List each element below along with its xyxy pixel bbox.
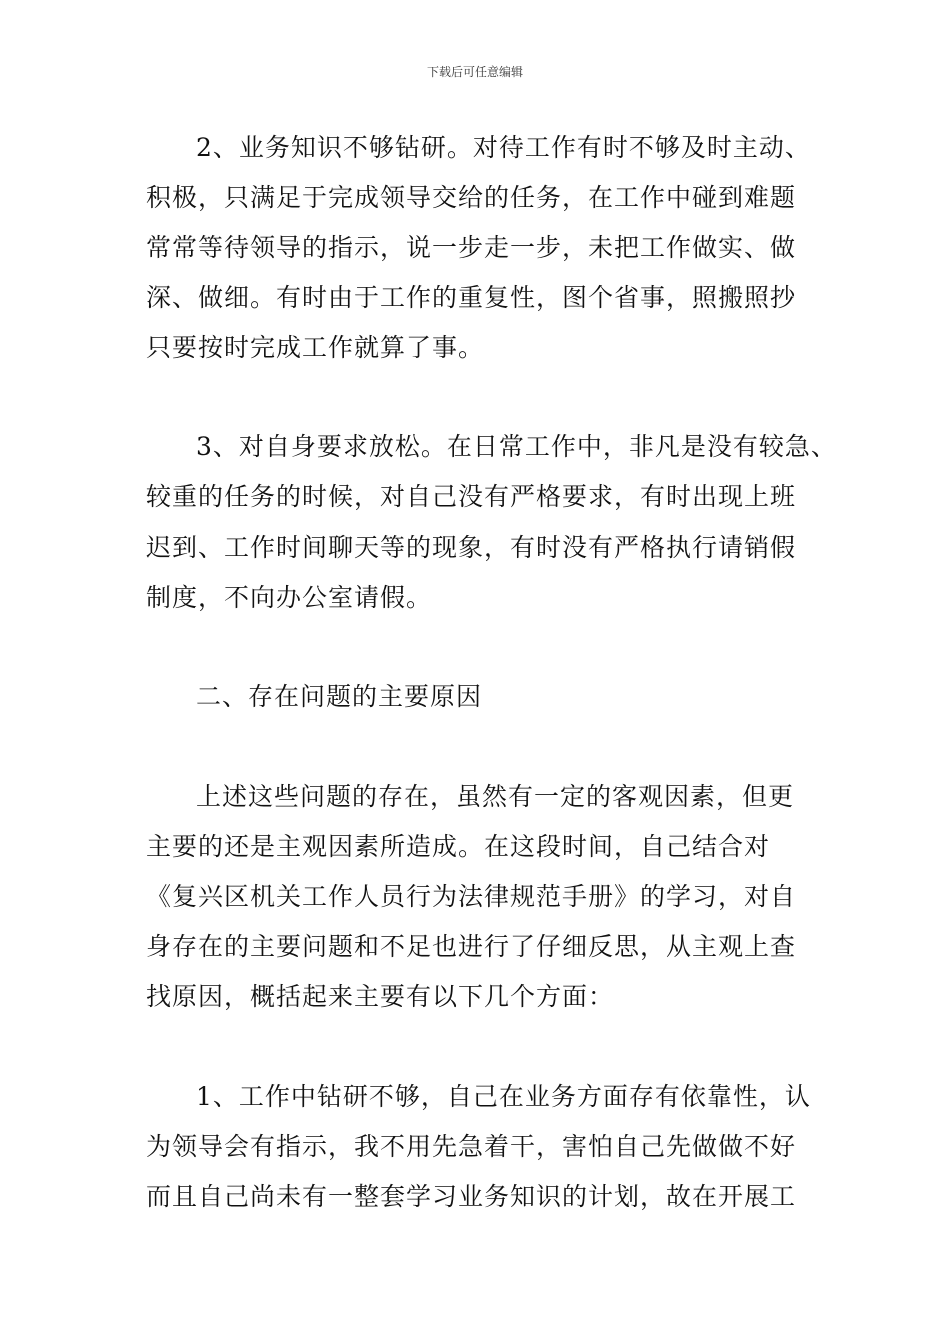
paragraph-line: 为领导会有指示，我不用先急着干，害怕自己先做做不好 — [146, 1132, 797, 1161]
paragraph-line: 找原因，概括起来主要有以下几个方面： — [146, 982, 615, 1011]
paragraph-line: 主要的还是主观因素所造成。在这段时间，自己结合对 — [146, 832, 771, 861]
paragraph-line: 3、对自身要求放松。在日常工作中，非凡是没有较急、 — [196, 432, 837, 461]
paragraph-line: 1、工作中钻研不够，自己在业务方面存有依靠性，认 — [196, 1082, 811, 1111]
paragraph-line: 2、业务知识不够钻研。对待工作有时不够及时主动、 — [196, 133, 811, 162]
paragraph-line: 而且自己尚未有一整套学习业务知识的计划，故在开展工 — [146, 1182, 797, 1211]
paragraph-line: 积极，只满足于完成领导交给的任务，在工作中碰到难题 — [146, 183, 797, 212]
page-header: 下载后可任意编辑 — [426, 65, 523, 79]
paragraph-line: 只要按时完成工作就算了事。 — [146, 333, 485, 362]
paragraph-line: 常常等待领导的指示，说一步走一步，未把工作做实、做 — [146, 233, 797, 262]
paragraph-line: 身存在的主要问题和不足也进行了仔细反思，从主观上查 — [146, 932, 797, 961]
paragraph-line: 深、做细。有时由于工作的重复性，图个省事，照搬照抄 — [146, 283, 797, 312]
section-heading: 二、存在问题的主要原因 — [196, 682, 483, 711]
paragraph-line: 较重的任务的时候，对自己没有严格要求，有时出现上班 — [146, 482, 797, 511]
paragraph-line: 迟到、工作时间聊天等的现象，有时没有严格执行请销假 — [146, 533, 797, 562]
paragraph-line: 制度，不向办公室请假。 — [146, 583, 433, 612]
paragraph-line: 上述这些问题的存在，虽然有一定的客观因素，但更 — [196, 782, 795, 811]
paragraph-line: 《复兴区机关工作人员行为法律规范手册》的学习，对自 — [146, 882, 797, 911]
